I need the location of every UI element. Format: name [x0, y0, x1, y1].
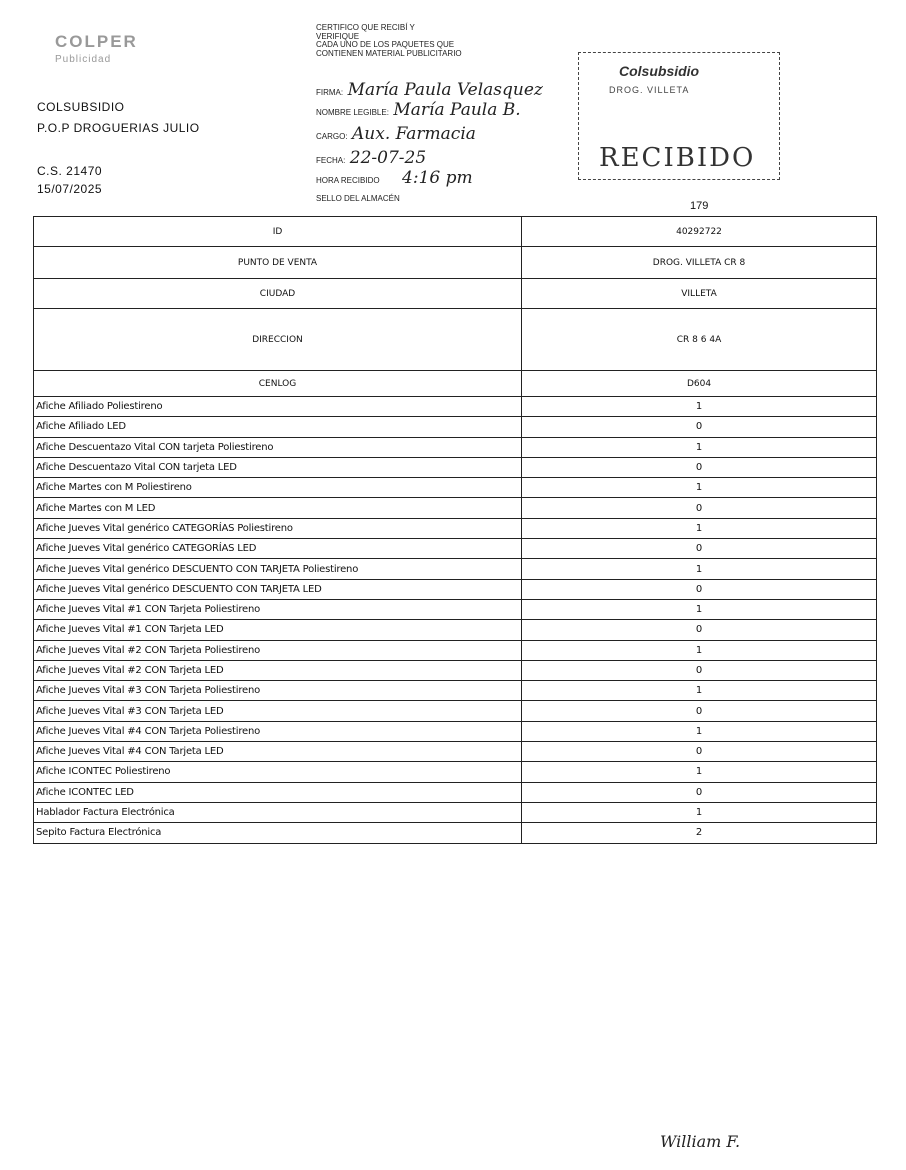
info-label: DIRECCION — [34, 309, 522, 371]
table-row — [34, 782, 877, 802]
item-quantity: 1 — [522, 397, 877, 417]
item-name: Afiche Jueves Vital genérico DESCUENTO CON TARJETA LED — [34, 579, 522, 599]
item-name: Afiche Jueves Vital #2 CON Tarjeta Poliestireno — [34, 640, 522, 660]
table-row — [34, 417, 877, 437]
sello-label: SELLO DEL ALMACÉN — [316, 194, 400, 203]
table-row — [34, 309, 877, 371]
item-quantity: 1 — [522, 721, 877, 741]
table-row — [34, 217, 877, 247]
firma-field — [316, 80, 543, 100]
document-date: 15/07/2025 — [37, 182, 103, 196]
item-name: Afiche Jueves Vital genérico CATEGORÍAS LED — [34, 539, 522, 559]
table-row — [34, 478, 877, 498]
item-name: Hablador Factura Electrónica — [34, 802, 522, 822]
table-row — [34, 762, 877, 782]
item-quantity: 1 — [522, 478, 877, 498]
items-table — [33, 396, 877, 844]
certificate-line: CERTIFICO QUE RECIBÍ Y — [316, 23, 415, 32]
received-stamp — [578, 52, 780, 180]
item-name: Sepito Factura Electrónica — [34, 823, 522, 843]
table-row — [34, 802, 877, 822]
item-quantity: 1 — [522, 559, 877, 579]
item-quantity: 0 — [522, 417, 877, 437]
item-name: Afiche Afiliado LED — [34, 417, 522, 437]
item-quantity: 0 — [522, 539, 877, 559]
item-quantity: 1 — [522, 681, 877, 701]
table-row — [34, 437, 877, 457]
logo-text: COLPER — [55, 32, 138, 51]
item-name: Afiche Jueves Vital #3 CON Tarjeta Poliestireno — [34, 681, 522, 701]
table-row — [34, 518, 877, 538]
nombre-field — [316, 100, 521, 120]
info-value: CR 8 6 4A — [522, 309, 877, 371]
nombre-label: NOMBRE LEGIBLE: — [316, 108, 389, 117]
firma-signature: María Paula Velasquez — [347, 80, 543, 100]
item-quantity: 0 — [522, 498, 877, 518]
table-row — [34, 599, 877, 619]
footer-signature: William F. — [660, 1132, 741, 1151]
item-name: Afiche Afiliado Poliestireno — [34, 397, 522, 417]
item-quantity: 1 — [522, 640, 877, 660]
table-row — [34, 701, 877, 721]
item-quantity: 1 — [522, 437, 877, 457]
stamp-brand: Colsubsidio — [619, 63, 700, 79]
item-quantity: 0 — [522, 782, 877, 802]
table-row — [34, 620, 877, 640]
item-quantity: 0 — [522, 701, 877, 721]
firma-label: FIRMA: — [316, 88, 344, 97]
item-quantity: 0 — [522, 660, 877, 680]
cs-number: C.S. 21470 — [37, 164, 103, 178]
info-label: CIUDAD — [34, 279, 522, 309]
item-name: Afiche Martes con M LED — [34, 498, 522, 518]
item-quantity: 1 — [522, 599, 877, 619]
table-row — [34, 660, 877, 680]
item-name: Afiche Descuentazo Vital CON tarjeta Poliestireno — [34, 437, 522, 457]
item-quantity: 0 — [522, 579, 877, 599]
table-row — [34, 823, 877, 843]
item-quantity: 1 — [522, 762, 877, 782]
document-number: 179 — [690, 200, 709, 212]
item-name: Afiche Jueves Vital #1 CON Tarjeta LED — [34, 620, 522, 640]
logo-subtext: Publicidad — [55, 54, 112, 65]
table-row — [34, 559, 877, 579]
hora-field — [316, 168, 473, 188]
info-value: VILLETA — [522, 279, 877, 309]
table-row — [34, 579, 877, 599]
store-info-table — [33, 216, 877, 397]
fecha-value: 22-07-25 — [349, 148, 427, 168]
info-label: PUNTO DE VENTA — [34, 247, 522, 279]
table-row — [34, 371, 877, 397]
table-row — [34, 681, 877, 701]
table-row — [34, 539, 877, 559]
table-row — [34, 397, 877, 417]
company-name: COLSUBSIDIO — [37, 100, 125, 114]
info-value: DROG. VILLETA CR 8 — [522, 247, 877, 279]
item-quantity: 0 — [522, 742, 877, 762]
item-name: Afiche Jueves Vital #1 CON Tarjeta Poliestireno — [34, 599, 522, 619]
document-subtitle: P.O.P DROGUERIAS JULIO — [37, 121, 200, 135]
item-name: Afiche Jueves Vital #3 CON Tarjeta LED — [34, 701, 522, 721]
item-name: Afiche Jueves Vital genérico DESCUENTO CON TARJETA Poliestireno — [34, 559, 522, 579]
item-name: Afiche Jueves Vital #2 CON Tarjeta LED — [34, 660, 522, 680]
fecha-label: FECHA: — [316, 156, 346, 165]
table-row — [34, 721, 877, 741]
fecha-field — [316, 148, 426, 168]
hora-label: HORA RECIBIDO — [316, 176, 380, 185]
item-name: Afiche Jueves Vital #4 CON Tarjeta LED — [34, 742, 522, 762]
stamp-status: RECIBIDO — [599, 143, 756, 173]
info-value: 40292722 — [522, 217, 877, 247]
hora-value: 4:16 pm — [402, 168, 473, 188]
table-row — [34, 742, 877, 762]
item-quantity: 1 — [522, 802, 877, 822]
table-row — [34, 457, 877, 477]
table-row — [34, 279, 877, 309]
info-value: D604 — [522, 371, 877, 397]
item-quantity: 0 — [522, 457, 877, 477]
item-name: Afiche Jueves Vital #4 CON Tarjeta Poliestireno — [34, 721, 522, 741]
table-row — [34, 247, 877, 279]
item-name: Afiche Martes con M Poliestireno — [34, 478, 522, 498]
cargo-field — [316, 124, 476, 144]
info-label: CENLOG — [34, 371, 522, 397]
table-row — [34, 498, 877, 518]
certificate-line: CADA UNO DE LOS PAQUETES QUE — [316, 40, 455, 49]
company-logo — [55, 33, 138, 69]
info-label: ID — [34, 217, 522, 247]
item-name: Afiche ICONTEC LED — [34, 782, 522, 802]
certificate-line: VERIFIQUE — [316, 31, 360, 41]
certificate-text — [316, 24, 462, 58]
item-name: Afiche ICONTEC Poliestireno — [34, 762, 522, 782]
stamp-store: DROG. VILLETA — [609, 85, 690, 95]
cargo-label: CARGO: — [316, 132, 348, 141]
item-name: Afiche Jueves Vital genérico CATEGORÍAS Poliestireno — [34, 518, 522, 538]
item-quantity: 2 — [522, 823, 877, 843]
item-quantity: 1 — [522, 518, 877, 538]
nombre-value: María Paula B. — [393, 100, 521, 120]
cargo-value: Aux. Farmacia — [352, 124, 476, 144]
certificate-line: CONTIENEN MATERIAL PUBLICITARIO — [316, 48, 462, 58]
item-name: Afiche Descuentazo Vital CON tarjeta LED — [34, 457, 522, 477]
item-quantity: 0 — [522, 620, 877, 640]
table-row — [34, 640, 877, 660]
